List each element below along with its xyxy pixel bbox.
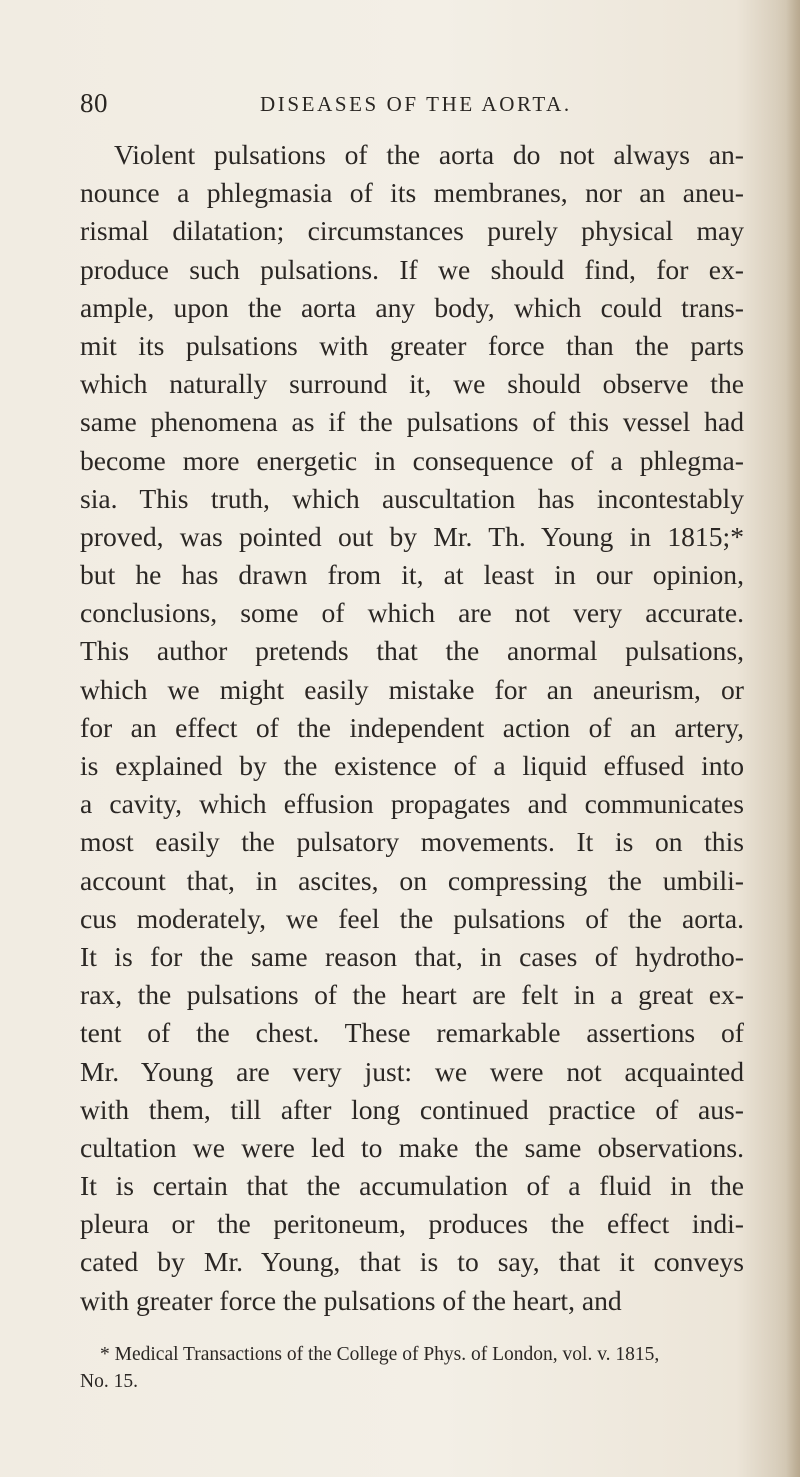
text-line: sia. This truth, which auscultation has incontestably <box>80 482 744 514</box>
text-line: Violent pulsations of the aorta do not always an- <box>114 139 744 170</box>
running-head: DISEASES OF THE AORTA. <box>260 92 572 116</box>
text-line: nounce a phlegmasia of its membranes, nor an aneu- <box>80 177 744 209</box>
page-number: 80 <box>80 88 108 118</box>
text-line: proved, was pointed out by Mr. Th. Young in 1815;* <box>80 520 744 552</box>
body-paragraph <box>80 136 744 1320</box>
text-line: most easily the pulsatory movements. It is on this <box>80 826 744 858</box>
text-line: Mr. Young are very just: we were not acquainted <box>80 1055 744 1087</box>
text-line: become more energetic in consequence of a phlegma- <box>80 444 744 476</box>
text-line: pleura or the peritoneum, produces the effect indi- <box>80 1208 744 1240</box>
text-line: rax, the pulsations of the heart are felt in a great ex- <box>80 979 744 1011</box>
text-line: produce such pulsations. If we should find, for ex- <box>80 253 744 285</box>
text-line: conclusions, some of which are not very accurate. <box>80 597 744 629</box>
text-line: with greater force the pulsations of the heart, and <box>80 1284 622 1316</box>
text-line: rismal dilatation; circumstances purely physical may <box>80 215 744 247</box>
text-line: same phenomena as if the pulsations of this vessel had <box>80 406 744 438</box>
text-line: for an effect of the independent action of an artery, <box>80 711 744 743</box>
text-line: with them, till after long continued practice of aus- <box>80 1093 744 1125</box>
page-header <box>80 88 740 124</box>
text-line: This author pretends that the anormal pulsations, <box>80 635 744 667</box>
text-line: which we might easily mistake for an aneurism, or <box>80 673 744 705</box>
text-line: account that, in ascites, on compressing the umbili- <box>80 864 744 896</box>
text-line: ample, upon the aorta any body, which could trans- <box>80 291 744 323</box>
text-line: It is certain that the accumulation of a fluid in the <box>80 1170 744 1202</box>
text-line: which naturally surround it, we should observe the <box>80 368 744 400</box>
text-line: a cavity, which effusion propagates and communicates <box>80 788 744 820</box>
page-edge-shadow <box>786 0 800 1477</box>
text-line: but he has drawn from it, at least in our opinion, <box>80 559 744 591</box>
text-line: cus moderately, we feel the pulsations of the aorta. <box>80 902 744 934</box>
text-line: tent of the chest. These remarkable assertions of <box>80 1017 744 1049</box>
footnote <box>80 1341 748 1395</box>
footnote-line: No. 15. <box>80 1371 138 1392</box>
text-line: It is for the same reason that, in cases of hydrotho- <box>80 940 744 972</box>
text-line: cated by Mr. Young, that is to say, that it conveys <box>80 1246 744 1278</box>
text-line: is explained by the existence of a liquid effused into <box>80 750 744 781</box>
footnote-line: * Medical Transactions of the College of Phys. of London, vol. v. 1815, <box>100 1344 660 1365</box>
text-line: mit its pulsations with greater force than the parts <box>80 329 744 361</box>
text-line: cultation we were led to make the same observations. <box>80 1131 744 1163</box>
